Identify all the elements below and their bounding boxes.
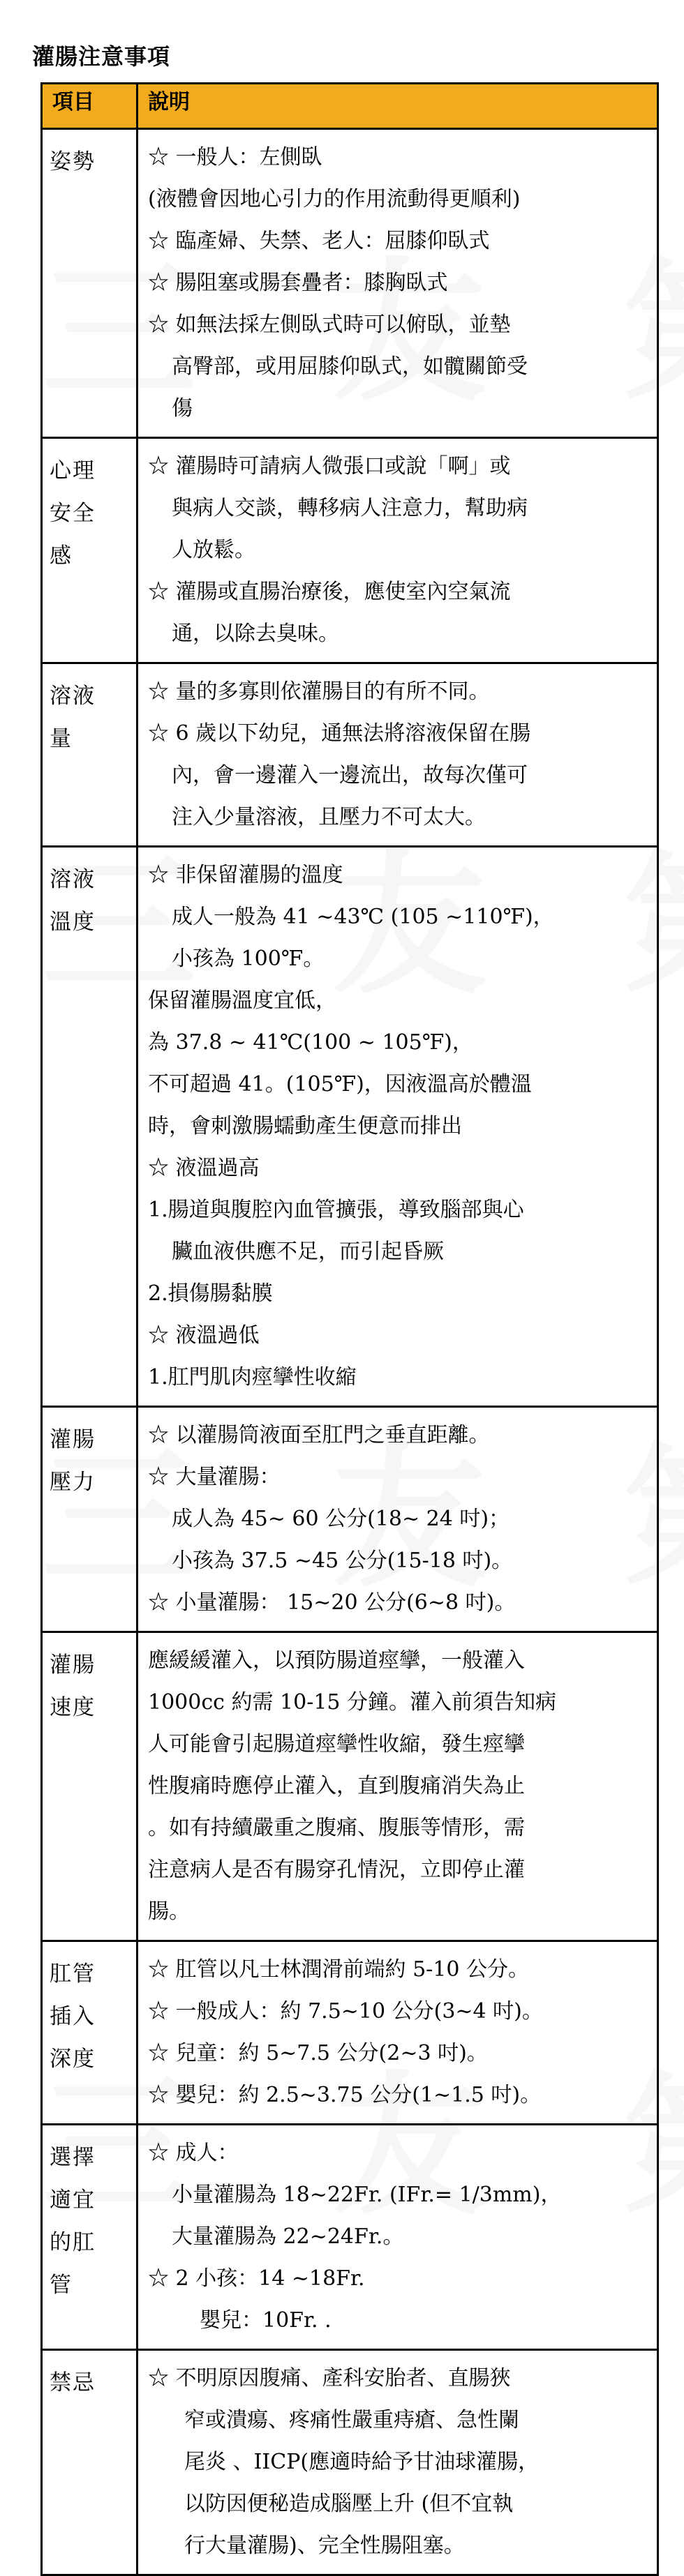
content-line: ☆ 兒童：約 5~7.5 公分(2~3 吋)。 [148,2041,488,2065]
row-label-line: 溫度 [50,910,96,935]
row-label [42,129,137,438]
row-content [137,1407,658,1632]
content-line: 性腹痛時應停止灌入，直到腹痛消失為止 [148,1774,525,1798]
row-label [42,1941,137,2125]
row-label-line: 溶液 [50,867,96,892]
row-content [137,129,658,438]
row-label [42,1632,137,1941]
content-line: ☆ 液溫過低 [148,1323,260,1348]
row-label-line: 心理 [50,458,96,483]
content-line: ☆ 臨產婦、失禁、老人：屈膝仰臥式 [148,229,490,253]
row-content [137,847,658,1407]
row-label-line: 姿勢 [50,149,96,174]
content-line: 保留灌腸溫度宜低， [148,988,336,1013]
content-line: ☆ 液溫過高 [148,1156,260,1180]
content-line: 嬰兒：10Fr. . [200,2308,332,2333]
content-line: 通，以除去臭味。 [172,622,339,646]
table-header-row [42,84,658,129]
row-label [42,438,137,663]
content-line: 人可能會引起腸道痙攣性收縮，發生痙攣 [148,1732,525,1756]
content-line: ☆ 一般人：左側臥 [148,145,322,170]
row-label [42,2350,137,2575]
document-title: 灌腸注意事項 [32,43,171,70]
content-line: ☆ 小量灌腸： 15~20 公分(6~8 吋)。 [148,1590,516,1615]
content-line: ☆ 如無法採左側臥式時可以俯臥，並墊 [148,312,511,337]
row-label-line: 速度 [50,1695,96,1720]
content-line: ☆ 腸阻塞或腸套疊者：膝胸臥式 [148,271,448,295]
content-line: 1.腸道與腹腔內血管擴張，導致腦部與心 [148,1198,524,1222]
content-line: 1.肛門肌肉痙攣性收縮 [148,1365,357,1389]
table-row [42,1941,658,2125]
content-line: 。如有持續嚴重之腹痛、腹脹等情形，需 [148,1816,525,1840]
row-content [137,438,658,663]
content-line: ☆ 不明原因腹痛、產科安胎者、直腸狹 [148,2366,511,2390]
content-line: ☆ 一般成人：約 7.5~10 公分(3~4 吋)。 [148,1999,543,2024]
content-line: 注入少量溶液，且壓力不可太大。 [172,805,486,829]
row-label-line: 感 [50,543,73,568]
content-line: 內，會一邊灌入一邊流出，故每次僅可 [172,763,528,788]
content-line: (液體會因地心引力的作用流動得更順利) [148,187,521,211]
row-content [137,1941,658,2125]
row-label [42,1407,137,1632]
content-line: 成人為 45~ 60 公分(18~ 24 吋)； [172,1507,510,1531]
content-line: ☆ 嬰兒：約 2.5~3.75 公分(1~1.5 吋)。 [148,2083,542,2107]
content-line: 小量灌腸為 18~22Fr. (IFr.= 1/3mm)， [172,2183,562,2207]
content-line: 時，會刺激腸蠕動產生便意而排出 [148,1114,462,1138]
content-line: 傷 [172,396,193,421]
header-item: 項目 [42,84,137,129]
content-line: 與病人交談，轉移病人注意力，幫助病 [172,496,528,520]
content-line: ☆ 灌腸時可請病人微張口或說「啊」或 [148,454,511,479]
content-line: ☆ 以灌腸筒液面至肛門之垂直距離。 [148,1423,490,1447]
content-line: 腸。 [148,1899,190,1924]
content-line: 2.損傷腸黏膜 [148,1281,273,1306]
content-line: 為 37.8 ~ 41℃(100 ~ 105℉)， [148,1030,473,1055]
content-line: 注意病人是否有腸穿孔情況，立即停止灌 [148,1858,525,1882]
row-label-line: 管 [50,2273,73,2298]
table-row [42,2125,658,2350]
table-row [42,847,658,1407]
content-line: ☆ 大量灌腸： [148,1465,281,1489]
row-label-line: 插入 [50,2004,96,2029]
row-label-line: 溶液 [50,684,96,709]
content-line: 成人一般為 41 ~43℃ (105 ~110℉)， [172,905,554,929]
content-line: 大量灌腸為 22~24Fr.。 [172,2224,404,2249]
row-label-line: 選擇 [50,2145,96,2170]
row-label-line: 適宜 [50,2187,96,2213]
content-line: ☆ 成人： [148,2141,239,2165]
table-row [42,1632,658,1941]
row-content [137,2125,658,2350]
row-label-line: 量 [50,726,73,751]
row-label [42,663,137,847]
content-line: 以防因便秘造成腦壓上升 (但不宜執 [184,2492,514,2516]
row-label-line: 禁忌 [50,2370,96,2395]
table-row [42,2350,658,2575]
table-row [42,438,658,663]
content-line: 臟血液供應不足，而引起昏厥 [172,1240,444,1264]
row-label [42,847,137,1407]
row-content [137,663,658,847]
content-line: 應緩緩灌入，以預防腸道痙攣，一般灌入 [148,1648,525,1673]
row-content [137,1632,658,1941]
content-line: ☆ 6 歲以下幼兒，通無法將溶液保留在腸 [148,721,531,746]
content-line: 窄或潰瘍、疼痛性嚴重痔瘡、急性闌 [184,2408,519,2432]
row-label-line: 的肛 [50,2230,96,2255]
content-line: 小孩為 37.5 ~45 公分(15-18 吋)。 [172,1549,513,1573]
care-table [40,82,659,2576]
content-line: 高臀部，或用屈膝仰臥式，如髖關節受 [172,354,528,379]
content-line: ☆ 灌腸或直腸治療後，應使室內空氣流 [148,580,511,604]
content-line: ☆ 量的多寡則依灌腸目的有所不同。 [148,679,490,704]
content-line: 尾炎 、IICP(應適時給予甘油球灌腸， [184,2450,540,2474]
content-line: 小孩為 100℉。 [172,947,325,971]
row-label-line: 壓力 [50,1470,96,1495]
content-line: 行大量灌腸)、完全性腸阻塞。 [184,2533,465,2558]
content-line: ☆ 肛管以凡士林潤滑前端約 5-10 公分。 [148,1957,530,1982]
table-row [42,663,658,847]
table-body [42,129,658,2575]
content-line: 不可超過 41。(105℉)，因液溫高於體溫 [148,1072,532,1097]
row-content [137,2350,658,2575]
content-line: ☆ 非保留灌腸的溫度 [148,863,343,887]
row-label-line: 灌腸 [50,1427,96,1452]
content-line: 人放鬆。 [172,538,255,562]
header-description: 說明 [137,84,658,129]
row-label-line: 安全 [50,501,96,526]
table-row [42,1407,658,1632]
row-label [42,2125,137,2350]
row-label-line: 深度 [50,2047,96,2072]
row-label-line: 肛管 [50,1961,96,1987]
content-line: 1000cc 約需 10-15 分鐘。灌入前須告知病 [148,1690,557,1715]
table-row [42,129,658,438]
row-label-line: 灌腸 [50,1652,96,1678]
content-line: ☆ 2 小孩：14 ~18Fr. [148,2266,365,2291]
